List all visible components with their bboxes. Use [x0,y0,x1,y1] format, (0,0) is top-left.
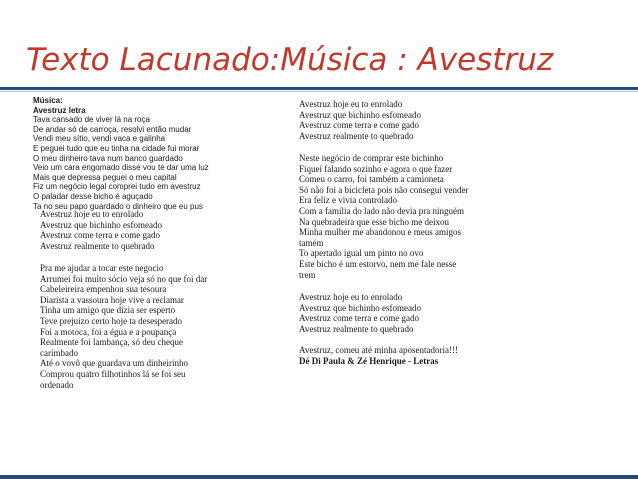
lyric-line: Diarista a vassoura hoje vive a reclamar [40,294,184,305]
lyric-line: Fiquei falando sozinho e agora o que fazer [299,163,453,174]
lyric-line: Vendi meu sítio, vendi vaca e galinha [33,134,166,144]
lyric-line: Fiz um negócio legal comprei tudo em avestruz [33,182,201,192]
closing-line: Avestruz, comeu até minha aposentadoria!!! [299,345,459,355]
lyric-line: Avestruz come terra e come gado [299,120,420,131]
lyric-line: Realmente foi lambança, só deu cheque [40,337,183,348]
lyric-line: Avestruz hoje eu to enrolado [299,292,403,302]
lyric-line: ordenado [40,379,74,390]
lyric-line: Avestruz hoje eu to enrolado [40,209,144,219]
lyric-line: Na quebradeira que esse bicho me deixou [299,216,449,227]
music-label: Música: [33,96,63,105]
lyric-line: Avestruz que bichinho esfomeado [299,109,422,120]
lyric-line: De andar só de carroça, resolvi então mudar [33,124,192,134]
lyric-line: Tinha um amigo que dizia ser esperto [40,305,176,316]
lyric-line: Com a família do lado não devia pra ninguém [299,205,464,216]
lyric-line: Até o vovô que guardava um dinheirinho [40,358,188,369]
lyric-line: Avestruz que bichinho esfomeado [40,219,163,230]
lyric-line: Avestruz come terra e come gado [40,230,161,241]
song-credit: Dé Di Paula & Zé Henrique - Letras [299,355,439,366]
lyric-line: O meu dinheiro tava num banco guardado [33,153,183,163]
lyric-line: Neste negócio de comprar este bichinho [299,153,444,163]
lyric-line: Avestruz come terra e come gado [299,313,420,324]
lyric-line: Arrumei foi muito sócio veja só no que foi dar [40,273,208,284]
lyric-line: Minha mulher me abandonou e meus amigos [299,227,461,238]
lyric-line: Avestruz realmente to quebrado [299,130,414,141]
lyric-line: Comprou quatro filhotinhos lá se foi seu [40,368,186,379]
lyric-line: Ta no seu papo guardado o dinheiro que eu pus [33,201,203,211]
lyric-line: Tava cansado de viver lá na roça [33,115,150,125]
bottom-accent-bar [0,475,638,479]
lyric-line: carimbado [40,347,78,358]
lyric-line: trem [299,269,316,280]
lyric-line: Avestruz que bichinho esfomeado [299,302,422,313]
lyric-line: Avestruz realmente to quebrado [40,240,155,251]
lyric-line: Veio um cara engomado disse vou te dar uma luz [33,163,209,173]
song-name: Avestruz letra [33,105,86,115]
right-chorus-stanza-2 [299,292,619,334]
title-divider [0,87,638,93]
page-title: Texto Lacunado:Música : Avestruz [26,42,554,78]
lyric-line: Avestruz realmente to quebrado [299,323,414,334]
lyric-line: Mais que depressa peguei o meu capital [33,172,177,182]
right-verse-stanza [299,153,619,280]
divider-thin-line [0,91,638,92]
lyric-line: E peguei tudo que eu tinha na cidade fui morar [33,143,200,153]
lyrics-intro-block [33,96,283,211]
closing-stanza [299,345,619,366]
lyric-line: tamém [299,237,324,248]
lyric-line: Era feliz e vivia controlado [299,195,397,206]
left-chorus-stanza [40,209,280,251]
lyric-line: Avestruz hoje eu to enrolado [299,99,403,109]
left-verse-stanza [40,263,280,390]
lyric-line: Foi a motoca, foi a égua e a poupança [40,326,177,337]
lyric-line: Comeu o carro, foi também a camioneta [299,174,444,185]
lyric-line: O paladar desse bicho é aguçado [33,191,153,201]
lyric-line: To apertado igual um pinto no ovo [299,248,424,259]
lyric-line: Só não foi a bicicleta pois não consegui vender [299,184,469,195]
divider-thick-line [0,87,638,90]
lyric-line: Teve prejuízo certo hoje ta desesperado [40,315,183,326]
right-chorus-stanza-1 [299,99,619,141]
lyric-line: Este bicho é um estorvo, nem me fale nesse [299,258,457,269]
lyric-line: Pra me ajudar a tocar este negocio [40,263,164,273]
lyric-line: Cabeleireira empenhou sua tesoura [40,284,167,295]
